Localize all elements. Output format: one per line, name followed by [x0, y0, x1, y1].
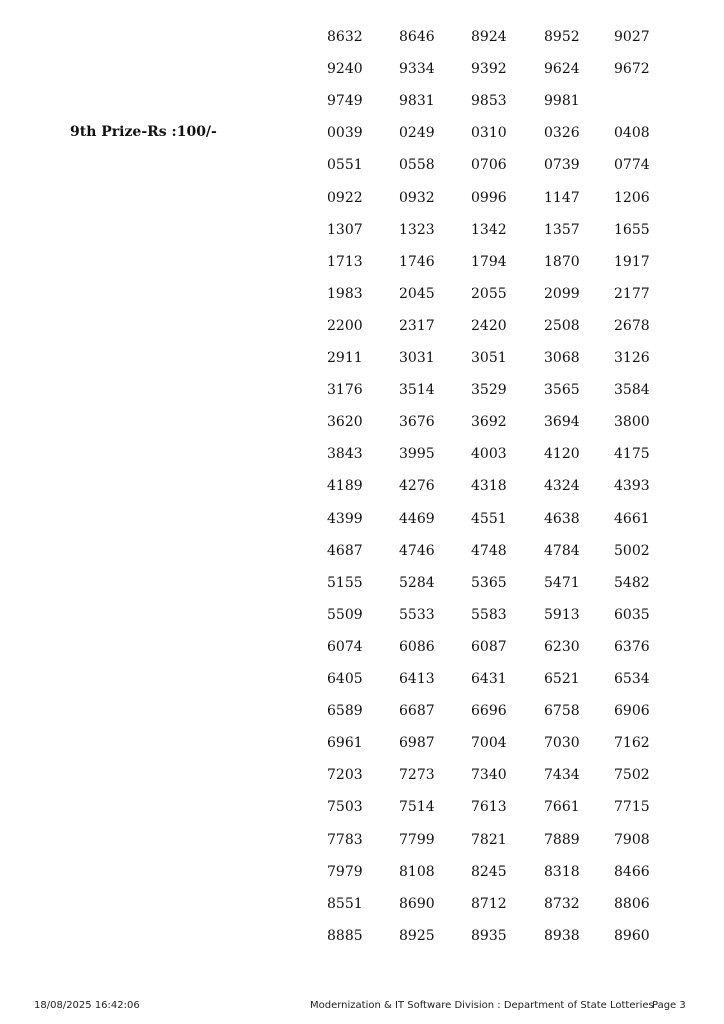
ticket-number: 4120: [544, 446, 580, 463]
ticket-number: 2099: [544, 285, 580, 302]
ticket-number: 2508: [544, 317, 580, 334]
ticket-number: 0039: [327, 125, 363, 142]
ticket-number: 8924: [471, 29, 507, 45]
ticket-number: 7979: [327, 863, 363, 880]
ticket-number: 8712: [471, 895, 507, 912]
ticket-number: 1357: [544, 221, 580, 238]
ticket-number: 3176: [327, 382, 363, 399]
ticket-number: 0558: [399, 157, 435, 174]
ticket-number: 0706: [471, 157, 507, 174]
ticket-number: 5583: [471, 606, 507, 623]
ticket-number: 2055: [471, 285, 507, 302]
ticket-number: 7661: [544, 799, 580, 816]
ticket-number: 5002: [614, 542, 650, 559]
ticket-number: 1323: [399, 221, 435, 238]
ticket-number: 6534: [614, 671, 650, 687]
ticket-number: 8466: [614, 863, 650, 880]
ticket-number: 4003: [471, 446, 507, 463]
ticket-number: 5155: [327, 574, 363, 591]
ticket-number: 7799: [399, 831, 435, 848]
ticket-number: 4175: [614, 446, 650, 463]
ticket-number: 9672: [614, 61, 650, 78]
ticket-number: 6906: [614, 703, 650, 720]
ticket-number: 1794: [471, 253, 507, 270]
ticket-number: 6405: [327, 671, 363, 687]
ticket-number: 7340: [471, 767, 507, 784]
ticket-number: 9334: [399, 61, 435, 78]
ticket-number: 9831: [399, 93, 435, 110]
ticket-number: 7502: [614, 767, 650, 784]
ticket-number: 6758: [544, 703, 580, 720]
ticket-number: 2678: [614, 317, 650, 334]
ticket-number: 5471: [544, 574, 580, 591]
ticket-number: 8885: [327, 927, 363, 944]
ticket-number: 3620: [327, 414, 363, 431]
ticket-number: 8806: [614, 895, 650, 912]
footer-timestamp: 18/08/2025 16:42:06: [34, 1000, 140, 1011]
ticket-number: 4469: [399, 510, 435, 527]
ticket-number: 3692: [471, 414, 507, 431]
ticket-number: 0996: [471, 189, 507, 206]
ticket-number: 1746: [399, 253, 435, 270]
ticket-number: 1713: [327, 253, 363, 270]
ticket-number: 0922: [327, 189, 363, 206]
ticket-number: 1342: [471, 221, 507, 238]
ticket-number: 6589: [327, 703, 363, 720]
ticket-number: 3031: [399, 350, 435, 366]
ticket-number: 7821: [471, 831, 507, 848]
ticket-number: 3694: [544, 414, 580, 431]
footer-division: Modernization & IT Software Division : Department of State Lotteries: [310, 1000, 654, 1011]
ticket-number: 0249: [399, 125, 435, 142]
ticket-number: 5509: [327, 606, 363, 623]
ticket-number: 1655: [614, 221, 650, 238]
ticket-number: 4189: [327, 478, 363, 495]
ticket-number: 4661: [614, 510, 650, 527]
ticket-number: 9981: [544, 93, 580, 110]
ticket-number: 4393: [614, 478, 650, 495]
ticket-number: 1983: [327, 285, 363, 302]
ticket-number: 6413: [399, 671, 435, 687]
ticket-number: 7613: [471, 799, 507, 816]
ticket-number: 7004: [471, 735, 507, 752]
ticket-number: 3584: [614, 382, 650, 399]
ticket-number: 0774: [614, 157, 650, 174]
ticket-number: 1147: [544, 189, 580, 206]
ticket-number: 0739: [544, 157, 580, 174]
ticket-number: 1870: [544, 253, 580, 270]
footer-page-number: Page 3: [652, 1000, 686, 1011]
ticket-number: 4318: [471, 478, 507, 495]
ticket-number: 2317: [399, 317, 435, 334]
ticket-number: 8938: [544, 927, 580, 944]
ticket-number: 7514: [399, 799, 435, 816]
ticket-number: 2420: [471, 317, 507, 334]
ticket-number: 5284: [399, 574, 435, 591]
ticket-number: 8646: [399, 29, 435, 45]
ticket-number: 3068: [544, 350, 580, 366]
ticket-number: 8690: [399, 895, 435, 912]
ticket-number: 2045: [399, 285, 435, 302]
ticket-number: 5482: [614, 574, 650, 591]
ticket-number: 6696: [471, 703, 507, 720]
ticket-number: 5533: [399, 606, 435, 623]
ticket-number: 6230: [544, 638, 580, 655]
ticket-number: 3995: [399, 446, 435, 463]
ticket-number: 6431: [471, 671, 507, 687]
ticket-number: 2177: [614, 285, 650, 302]
ticket-number: 6086: [399, 638, 435, 655]
ticket-number: 8952: [544, 29, 580, 45]
ticket-number: 0551: [327, 157, 363, 174]
ticket-number: 5913: [544, 606, 580, 623]
ticket-number: 7162: [614, 735, 650, 752]
ticket-number: 3800: [614, 414, 650, 431]
ticket-number: 8245: [471, 863, 507, 880]
ticket-number: 9624: [544, 61, 580, 78]
ticket-number: 5365: [471, 574, 507, 591]
ticket-number: 3051: [471, 350, 507, 366]
ticket-number: 8108: [399, 863, 435, 880]
ticket-number: 8960: [614, 927, 650, 944]
ticket-number: 7203: [327, 767, 363, 784]
ticket-number: 7503: [327, 799, 363, 816]
ticket-number: 8925: [399, 927, 435, 944]
ticket-number: 9749: [327, 93, 363, 110]
ticket-number: 6087: [471, 638, 507, 655]
ticket-number: 9853: [471, 93, 507, 110]
ticket-number: 9240: [327, 61, 363, 78]
ticket-number: 7908: [614, 831, 650, 848]
ticket-number: 8632: [327, 29, 363, 45]
ticket-number: 7030: [544, 735, 580, 752]
ticket-number: 6987: [399, 735, 435, 752]
ticket-number: 3514: [399, 382, 435, 399]
ticket-number: 4638: [544, 510, 580, 527]
ticket-number: 7783: [327, 831, 363, 848]
ticket-number: 0326: [544, 125, 580, 142]
ticket-number: 3126: [614, 350, 650, 366]
ticket-number: 9027: [614, 29, 650, 45]
ticket-number: 4551: [471, 510, 507, 527]
ticket-number: 7273: [399, 767, 435, 784]
ticket-number: 4746: [399, 542, 435, 559]
ticket-number: 8935: [471, 927, 507, 944]
ticket-number: 7434: [544, 767, 580, 784]
ticket-number: 1307: [327, 221, 363, 238]
ticket-number: 2200: [327, 317, 363, 334]
prize-label: 9th Prize-Rs :100/-: [70, 124, 217, 140]
ticket-number: 8551: [327, 895, 363, 912]
ticket-number: 8732: [544, 895, 580, 912]
ticket-number: 8318: [544, 863, 580, 880]
ticket-number: 7715: [614, 799, 650, 816]
ticket-number: 6035: [614, 606, 650, 623]
ticket-number: 3565: [544, 382, 580, 399]
ticket-number: 6074: [327, 638, 363, 655]
ticket-number: 6687: [399, 703, 435, 720]
ticket-number: 3676: [399, 414, 435, 431]
ticket-number: 7889: [544, 831, 580, 848]
ticket-number: 1206: [614, 189, 650, 206]
ticket-number: 4399: [327, 510, 363, 527]
ticket-number: 6376: [614, 638, 650, 655]
ticket-number: 2911: [327, 350, 363, 366]
ticket-number: 4276: [399, 478, 435, 495]
ticket-number: 4324: [544, 478, 580, 495]
ticket-number: 4687: [327, 542, 363, 559]
ticket-number: 1917: [614, 253, 650, 270]
ticket-number: 4748: [471, 542, 507, 559]
ticket-number: 9392: [471, 61, 507, 78]
ticket-number: 0932: [399, 189, 435, 206]
ticket-number: 6521: [544, 671, 580, 687]
ticket-number: 3529: [471, 382, 507, 399]
ticket-number: 0310: [471, 125, 507, 142]
ticket-number: 0408: [614, 125, 650, 142]
ticket-number: 4784: [544, 542, 580, 559]
ticket-number: 6961: [327, 735, 363, 752]
ticket-number: 3843: [327, 446, 363, 463]
